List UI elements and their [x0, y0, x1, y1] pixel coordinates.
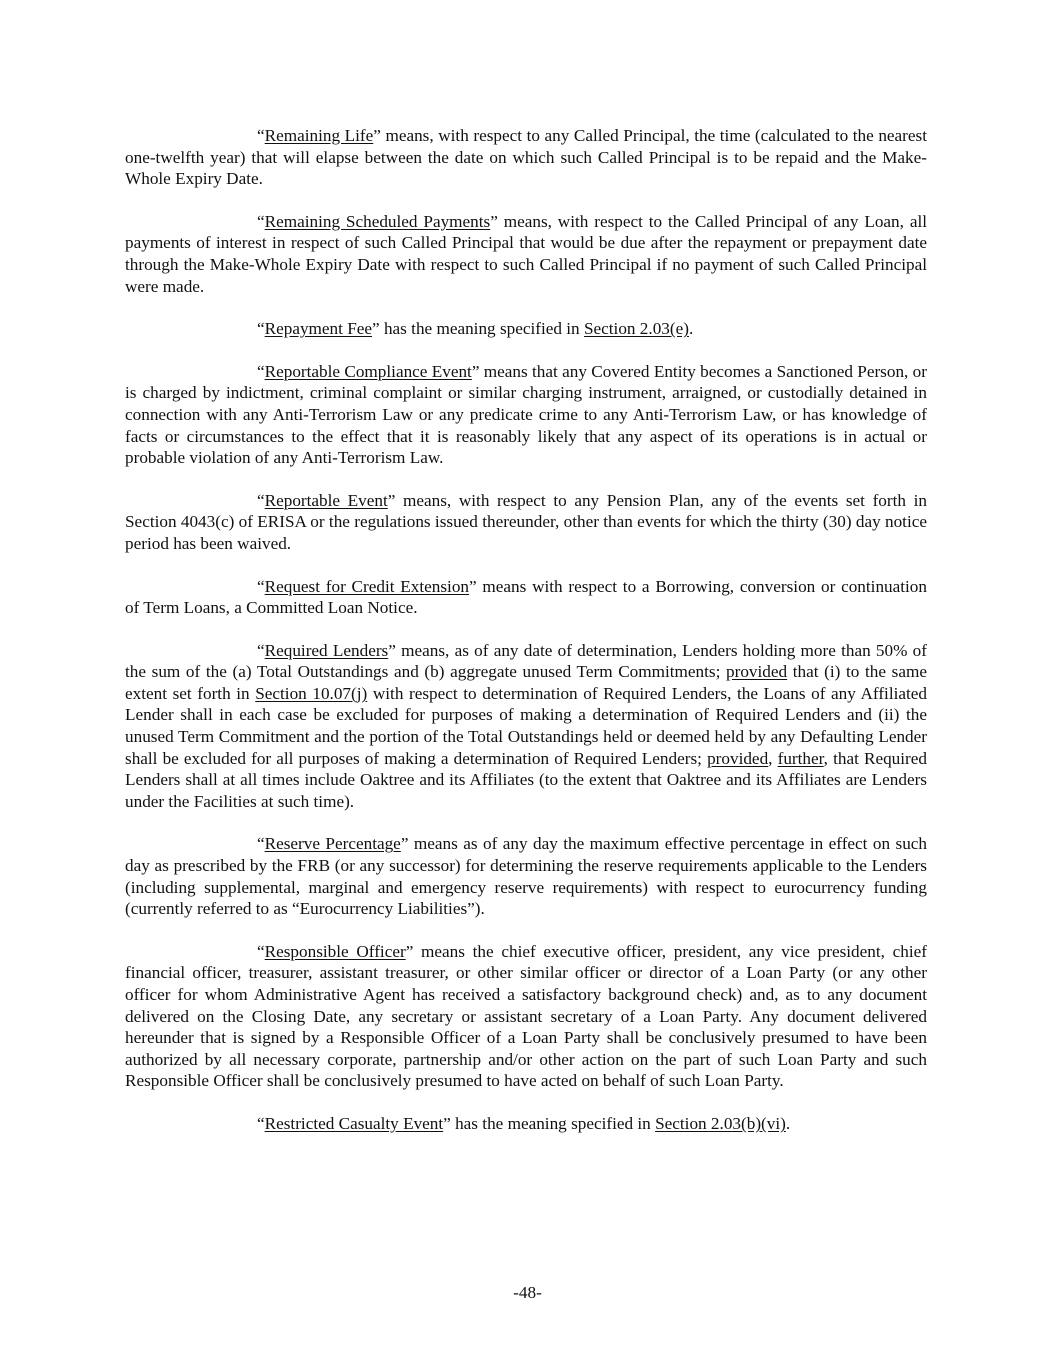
underlined-term: Reserve Percentage: [264, 834, 401, 854]
definition-restricted-casualty-event: [125, 1113, 927, 1135]
definition-request-for-credit-extension: [125, 576, 927, 619]
definition-reportable-compliance-event: [125, 361, 927, 469]
definition-text: ” means, with respect to any Called Principal, the time (calculated to the nearest one-twelfth year) that will elapse between the date on which such Called Principal is to be repaid and the Make-Whole Expiry Date.: [125, 126, 927, 189]
definition-text: ” means, with respect to the Called Principal of any Loan, all payments of interest in respect of such Called Principal that would be due after the repayment or prepayment date through the Make-Whole Expiry Date with respect to such Called Principal if no payment of such Called Principal were made.: [125, 211, 927, 296]
definition-responsible-officer: [125, 941, 927, 1092]
definition-text: ” means as of any day the maximum effective percentage in effect on such day as prescribed by the FRB (or any successor) for determining the reserve requirements applicable to the Lenders (including supplemental, marginal and emergency reserve requirements) with respect to eurocurrency funding (currently referred to as “Eurocurrency Liabilities”).: [125, 834, 928, 919]
definition-text: “: [257, 126, 265, 145]
definition-text: “: [257, 319, 265, 339]
definition-text: ” means, with respect to any Pension Plan, any of the events set forth in Section 4043(c) of ERISA or the regulations issued thereunder, other than events for which the thirty (30) day notice period has been waived.: [125, 490, 927, 553]
definition-text: ” means with respect to a Borrowing, conversion or continuation of Term Loans, a Committed Loan Notice.: [125, 576, 927, 618]
underlined-term: Restricted Casualty Event: [264, 1113, 444, 1133]
definition-text: “: [257, 1113, 265, 1133]
definition-remaining-life: [125, 125, 927, 190]
definition-text: .: [688, 319, 694, 339]
definition-text: “: [257, 576, 265, 596]
definition-text: ” means that any Covered Entity becomes a Sanctioned Person, or is charged by indictment, criminal complaint or similar charging instrument, arraigned, or custodially detained in connection with any Anti-Terrorism Law or any predicate crime to any Anti-Terrorism Law, or has knowledge of facts or circumstances to the effect that it is reasonably likely that any aspect of its operations is in actual or probable violation of any Anti-Terrorism Law.: [125, 361, 927, 468]
definition-text: ” has the meaning specified in: [372, 319, 584, 339]
definition-text: “: [257, 640, 265, 660]
definition-text: “: [257, 211, 265, 231]
underlined-term: Section 2.03(b)(vi): [655, 1113, 786, 1133]
page-number: -48-: [513, 1283, 542, 1302]
underlined-term: Reportable Event: [264, 490, 388, 510]
underlined-term: further: [777, 748, 824, 768]
definition-text: .: [785, 1113, 791, 1133]
underlined-term: Required Lenders: [264, 640, 389, 660]
document-page: [125, 125, 927, 1156]
underlined-term: Section 10.07(j): [255, 683, 368, 703]
definition-text: “: [257, 361, 265, 381]
definition-required-lenders: [125, 640, 927, 813]
definition-text: “: [257, 490, 265, 510]
definition-reserve-percentage: [125, 833, 927, 919]
definition-text: , that Required Lenders shall at all times include Oaktree and its Affiliates (to the extent that Oaktree and its Affiliates are Lenders under the Facilities at such time).: [125, 748, 927, 811]
underlined-term: Reportable Compliance Event: [264, 361, 472, 381]
underlined-term: Repayment Fee: [264, 319, 373, 339]
definition-remaining-scheduled-payments: [125, 211, 927, 297]
definition-text: ” means the chief executive officer, president, any vice president, chief financial officer, treasurer, assistant treasurer, or other similar officer or director of a Loan Party (or any other officer for whom Administrative Agent has received a satisfactory background check) and, as to any document delivered on the Closing Date, any secretary or assistant secretary of a Loan Party. Any document delivered hereunder that is signed by a Responsible Officer of a Loan Party shall be conclusively presumed to have been authorized by all necessary corporate, partnership and/or other action on the part of such Loan Party and such Responsible Officer shall be conclusively presumed to have acted on behalf of such Loan Party.: [125, 941, 927, 1091]
underlined-term: Request for Credit Extension: [264, 576, 470, 596]
underlined-term: Remaining Scheduled Payments: [264, 211, 491, 231]
definition-reportable-event: [125, 490, 927, 555]
definition-text: “: [257, 941, 265, 961]
underlined-term: Section 2.03(e): [583, 319, 689, 339]
definition-text: with respect to determination of Required Lenders, the Loans of any Affiliated Lender shall in each case be excluded for purposes of making a determination of Required Lenders and (ii) the unused Term Commitment and the portion of the Total Outstandings held or deemed held by any Defaulting Lender shall be excluded for all purposes of making a determination of Required Lenders;: [125, 683, 927, 768]
underlined-term: Responsible Officer: [264, 941, 406, 961]
definition-text: “: [257, 834, 265, 854]
underlined-term: provided: [726, 662, 788, 682]
underlined-term: provided: [707, 748, 769, 768]
definition-repayment-fee: [125, 318, 927, 340]
definition-text: ” has the meaning specified in: [443, 1113, 656, 1133]
definition-text: ,: [768, 748, 778, 768]
definition-text: that (i) to the same extent set forth in: [125, 662, 927, 703]
definition-text: ” means, as of any date of determination, Lenders holding more than 50% of the sum of the (a) Total Outstandings and (b) aggregate unused Term Commitments;: [125, 640, 927, 682]
underlined-term: Remaining Life: [264, 126, 374, 145]
